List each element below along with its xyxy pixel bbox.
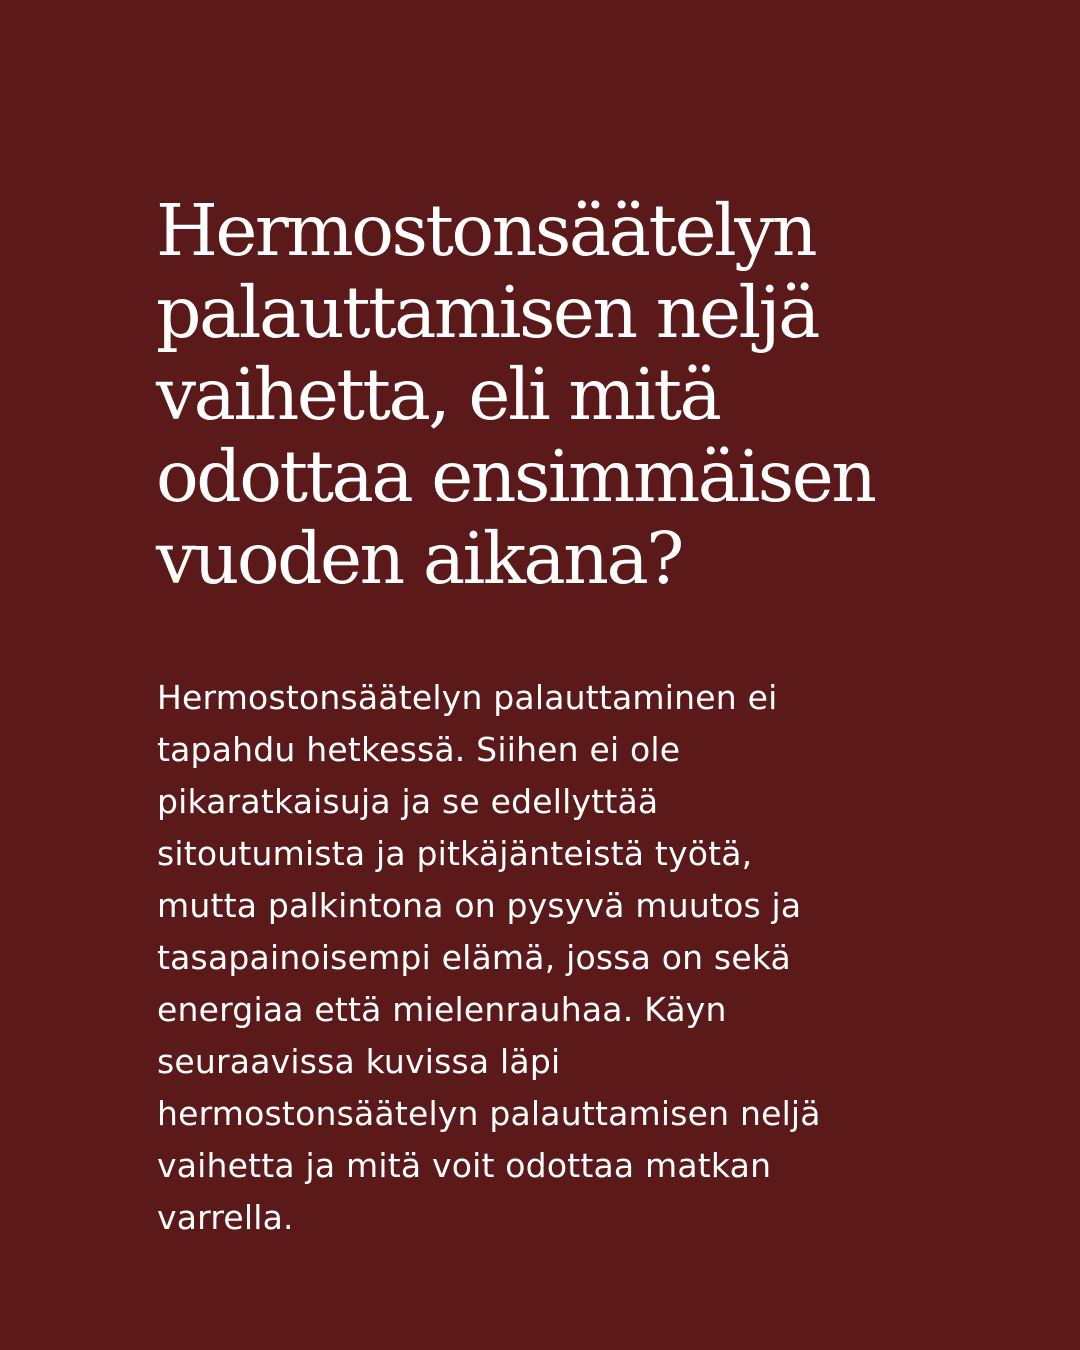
body-line: sitoutumista ja pitkäjänteistä työtä, xyxy=(157,834,753,873)
body-line: energiaa että mielenrauhaa. Käyn xyxy=(157,990,727,1029)
body-line: tapahdu hetkessä. Siihen ei ole xyxy=(157,730,681,769)
body-line: varrella. xyxy=(157,1198,294,1237)
headline xyxy=(156,190,936,600)
body-line: tasapainoisempi elämä, jossa on sekä xyxy=(157,938,791,977)
body-paragraph xyxy=(157,672,957,1244)
headline-line: palauttamisen neljä xyxy=(156,271,819,354)
body-line: pikaratkaisuja ja se edellyttää xyxy=(157,782,659,821)
body-line: mutta palkintona on pysyvä muutos ja xyxy=(157,886,802,925)
headline-line: vuoden aikana? xyxy=(156,517,682,600)
headline-line: Hermostonsäätelyn xyxy=(156,189,816,272)
body-line: vaihetta ja mitä voit odottaa matkan xyxy=(157,1146,772,1185)
headline-line: vaihetta, eli mitä xyxy=(156,353,720,436)
headline-line: odottaa ensimmäisen xyxy=(156,435,875,518)
body-line: hermostonsäätelyn palauttamisen neljä xyxy=(157,1094,821,1133)
body-line: Hermostonsäätelyn palauttaminen ei xyxy=(157,678,778,717)
body-line: seuraavissa kuvissa läpi xyxy=(157,1042,561,1081)
